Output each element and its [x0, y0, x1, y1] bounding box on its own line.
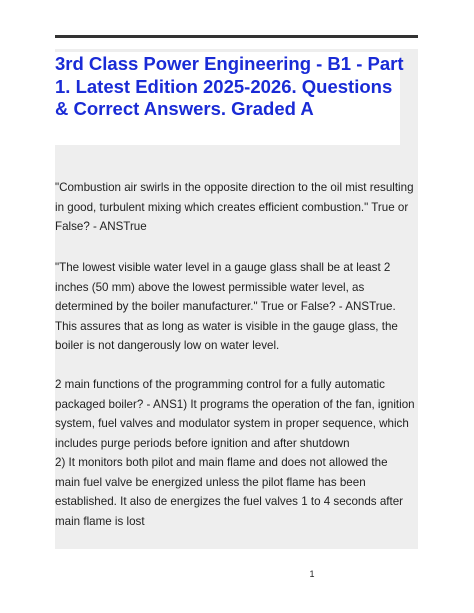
top-rule: [55, 35, 418, 38]
qa-item-programming-control: 2 main functions of the programming control for a fully automatic packaged boiler? - ANS1) It programs the operation of the fan, ignition system, fuel valves and modulator system in proper sequence, which includes purge periods before ignition and after shutdown: [55, 378, 415, 450]
qa-item-flame-monitoring: 2) It monitors both pilot and main flame and does not allowed the main fuel valve be energized unless the pilot flame has been established. It also de energizes the fuel valves 1 to 4 seconds after main flame is lost: [55, 456, 404, 528]
qa-item-combustion-air: "Combustion air swirls in the opposite direction to the oil mist resulting in good, turbulent mixing which creates efficient combustion." True or False? - ANSTrue: [55, 181, 414, 233]
page-number: 1: [309, 569, 315, 579]
document-title: 3rd Class Power Engineering - B1 - Part 1. Latest Edition 2025-2026. Questions & Correct Answers. Graded A: [55, 53, 404, 119]
qa-item-gauge-glass: "The lowest visible water level in a gauge glass shall be at least 2 inches (50 mm) above the lowest permissible water level, as determined by the boiler manufacturer." True or False? - ANSTrue. This assures that as long as water is visible in the gauge glass, the boiler is not dangerously low on water level.: [55, 261, 398, 352]
